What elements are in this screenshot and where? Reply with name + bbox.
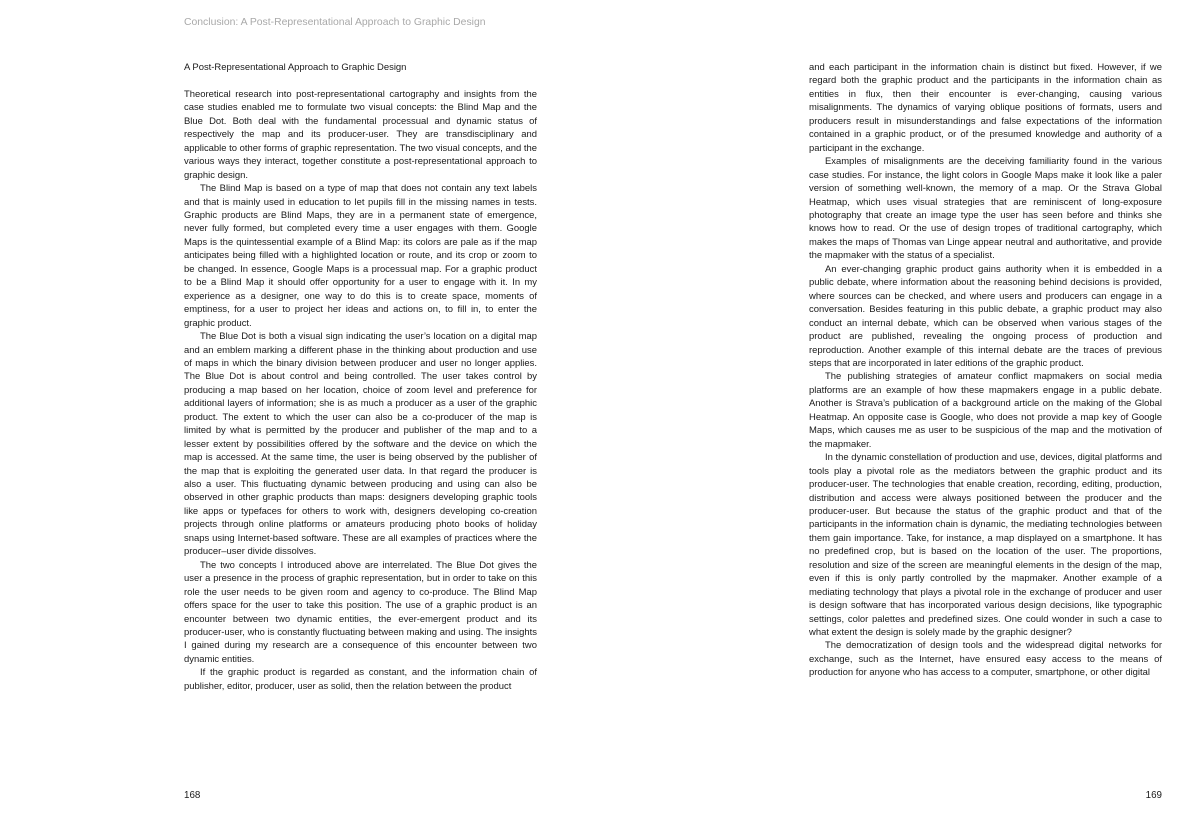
paragraph: The Blind Map is based on a type of map that does not contain any text labels and that is mainly used in education to let pupils fill in the missing names in tests. Graphic products are Blind Maps, they are in a permanent state of emergence, never fully formed, but completed every time a user engages with them. Google Maps is the quintessential example of a Blind Map: its colors are pale as if the map anticipates being filled with a highlighted location or route, and its crop or zoom to be changed. In essence, Google Maps is a processual map. For a graphic product to be a Blind Map it should offer opportunity for a user to engage with it. In my experience as a designer, one way to do this is to create space, moments of emptiness, for a user to project her ideas and actions on, to fill in, to enter the graphic product. — [184, 183, 537, 329]
paragraph: If the graphic product is regarded as constant, and the information chain of publisher, editor, producer, user as solid, then the relation between the product — [184, 667, 537, 692]
paragraph: The Blue Dot is both a visual sign indicating the user’s location on a digital map and an emblem marking a different phase in the thinking about production and use of maps in which the binary division between producer and user no longer applies. The Blue Dot is about control and being controlled. The user takes control by producing a map based on her location, choice of zoom level and preference for additional layers of information; she is as much a producer as a user of the graphic product. The extent to which the user can also be a co-producer of the map is limited by what is permitted by the producer and publisher of the map and to a lesser extent by possibilities offered by the software and the device on which the map is accessed. At the same time, the user is being observed by the publisher of the map that is exploiting the generated user data. In that regard the producer is also a user. This fluctuating dynamic between producing and using can also be observed in other graphic products than maps: designers developing graphic tools like apps or typefaces for others to work with, designers developing co-creation projects through online platforms or amateurs producing photo books of holiday snaps using Internet-based software. These are all examples of practices where the producer–user divide dissolves. — [184, 331, 537, 558]
left-page-column — [184, 61, 537, 693]
section-title: A Post-Representational Approach to Graphic Design — [184, 62, 407, 73]
paragraph: An ever-changing graphic product gains authority when it is embedded in a public debate, where information about the reasoning behind decisions is provided, where sources can be checked, and where users and producers can engage in a conversation. Besides featuring in this public debate, a graphic product may also conduct an internal debate, which can be observed when various stages of the product are published, revealing the ongoing process of production and reproduction. Another example of this internal debate are the traces of previous steps that are incorporated in later editions of the graphic product. — [809, 263, 1162, 369]
paragraph: Theoretical research into post-representational cartography and insights from the case studies enabled me to formulate two visual concepts: the Blind Map and the Blue Dot. Both deal with the fundamental processual and dynamic status of respectively the map and its producer-user. They are transdisciplinary and applicable to other forms of graphic representation. The two visual concepts, and the various ways they interact, together constitute a post-representational approach to graphic design. — [184, 88, 537, 181]
running-header: Conclusion: A Post-Representational Approach to Graphic Design — [184, 17, 486, 28]
paragraph: The democratization of design tools and the widespread digital networks for exchange, such as the Internet, have ensured easy access to the means of production for anyone who has access to a computer, smartphone, or other digital — [809, 640, 1162, 679]
page-number-left: 168 — [184, 790, 201, 801]
page-number-right: 169 — [1145, 790, 1162, 801]
paragraph: Examples of misalignments are the deceiving familiarity found in the various case studies. For instance, the light colors in Google Maps make it look like a paler version of something well-known, the memory of a map. Or the Strava Global Heatmap, which uses visual strategies that are reminiscent of long-exposure photography that create an image type the user has seen before and thinks she knows how to read. Or the use of design tropes of traditional cartography, which makes the maps of Thomas van Linge appear neutral and authoritative, and provide the mapmaker with the status of a specialist. — [809, 156, 1162, 262]
paragraph: and each participant in the information chain is distinct but fixed. However, if we regard both the graphic product and the participants in the information chain as entities in flux, then their encounter is ever-changing, causing various misalignments. The dynamics of varying oblique positions of formats, users and producers result in misunderstandings and false expectations of the information contained in a graphic product, or of the presumed knowledge and authority of a participant in the exchange. — [809, 62, 1162, 154]
paragraph: In the dynamic constellation of production and use, devices, digital platforms and tools play a pivotal role as the mediators between the graphic product and its producer-user. The technologies that enable creation, recording, editing, production, distribution and access were always positioned between the producer and the producer-user. But because the status of the graphic product and that of the participants in the information chain is dynamic, the mediating technologies between them gain importance. Take, for instance, a map displayed on a smartphone. It has no predefined crop, but is based on the location of the user. The proportions, resolution and size of the screen are meaningful elements in the design of the map, even if this is only partly controlled by the mapmaker. Another example of a mediating technology that plays a pivotal role in the exchange of producer and user is design software that has incorporated various design decisions, like typographic settings, color palettes and predefined sizes. One could wonder in such a case to what extent the design is solely made by the graphic designer? — [809, 452, 1162, 639]
paragraph: The two concepts I introduced above are interrelated. The Blue Dot gives the user a presence in the process of graphic representation, but in order to take on this role the user needs to be given room and agency to co-produce. The Blind Map offers space for the user to take this position. The use of a graphic product is an encounter between two dynamic entities, the ever-emergent product and its producer-user, who is constantly fluctuating between making and using. The insights I gained during my research are a consequence of this encounter between two dynamic entities. — [184, 559, 537, 665]
right-page-column — [809, 61, 1162, 680]
paragraph: The publishing strategies of amateur conflict mapmakers on social media platforms are an example of how these mapmakers engage in a public debate. Another is Strava’s publication of a background article on the making of the Global Heatmap. An opposite case is Google, who does not provide a map key of Google Maps, which causes me as user to be suspicious of the map and the motivation of the mapmaker. — [809, 371, 1162, 450]
